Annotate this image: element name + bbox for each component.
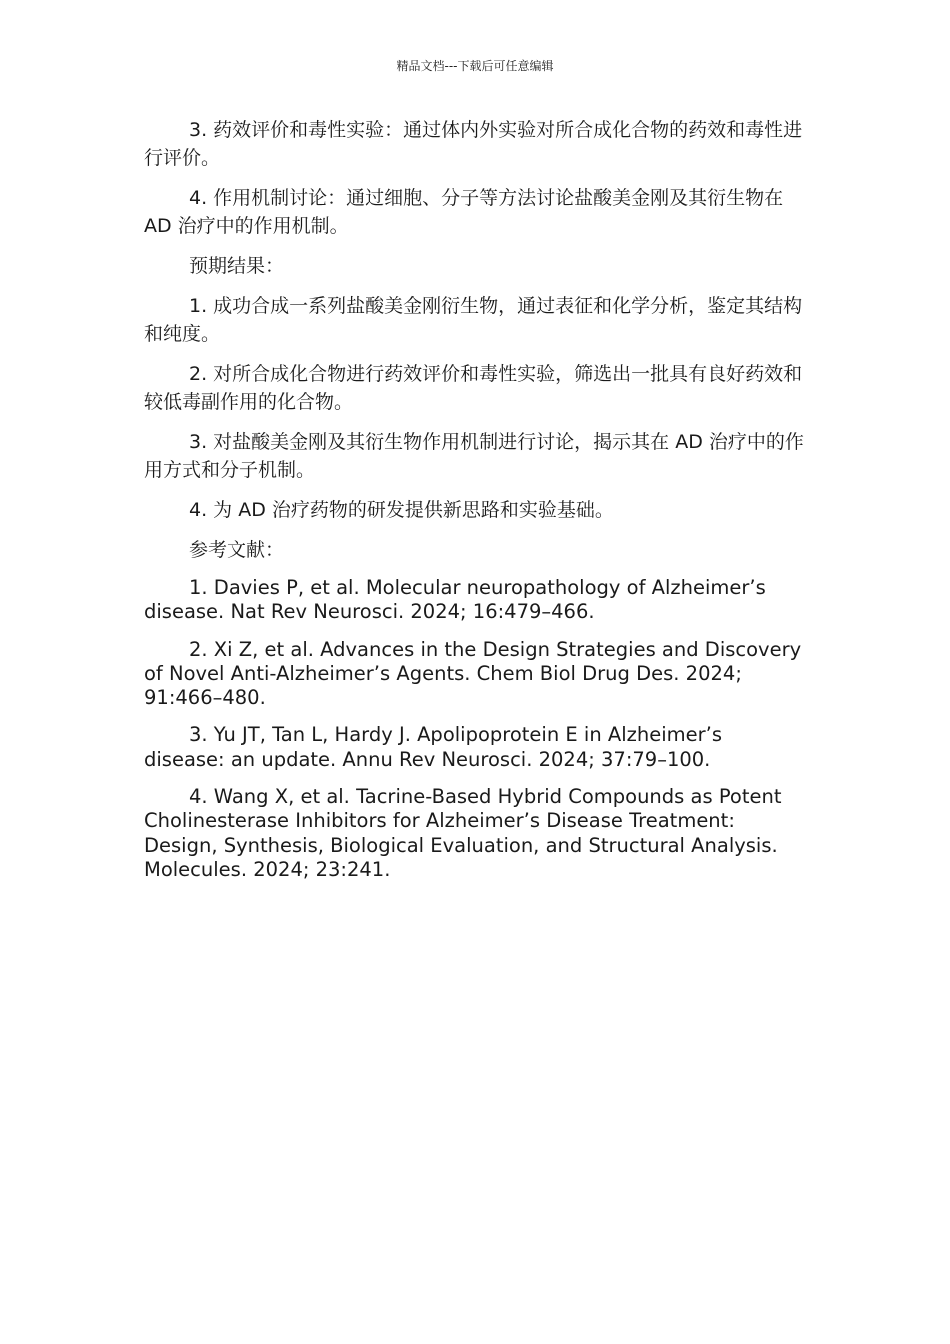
reference-item-4: 4. Wang X, et al. Tacrine-Based Hybrid Compounds as Potent Cholinesterase Inhibitors for Alzheimer’s Disease Treatment: Design, Synthesis, Biological Evaluation, and Structural Analysis. Molecules. 2024; 23:241. bbox=[144, 785, 782, 881]
expected-item-1: 1. 成功合成一系列盐酸美金刚衍生物，通过表征和化学分析，鉴定其结构和纯度。 bbox=[144, 295, 803, 345]
document-body bbox=[144, 116, 806, 895]
reference-item-1: 1. Davies P, et al. Molecular neuropathology of Alzheimer’s disease. Nat Rev Neurosci. 2024; 16:479–466. bbox=[144, 576, 766, 624]
method-item-4: 4. 作用机制讨论：通过细胞、分子等方法讨论盐酸美金刚及其衍生物在 AD 治疗中的作用机制。 bbox=[144, 187, 784, 237]
page-header: 精品文档---下载后可任意编辑 bbox=[396, 59, 554, 73]
reference-item-2: 2. Xi Z, et al. Advances in the Design Strategies and Discovery of Novel Anti-Alzheimer’s Agents. Chem Biol Drug Des. 2024; 91:466–480. bbox=[144, 637, 802, 710]
expected-item-4: 4. 为 AD 治疗药物的研发提供新思路和实验基础。 bbox=[189, 499, 614, 521]
expected-item-2: 2. 对所合成化合物进行药效评价和毒性实验，筛选出一批具有良好药效和较低毒副作用的化合物。 bbox=[144, 363, 803, 413]
expected-item-3: 3. 对盐酸美金刚及其衍生物作用机制进行讨论，揭示其在 AD 治疗中的作用方式和分子机制。 bbox=[144, 431, 804, 481]
expected-results-heading: 预期结果： bbox=[189, 255, 285, 277]
references-heading: 参考文献： bbox=[189, 539, 285, 561]
method-item-3: 3. 药效评价和毒性实验：通过体内外实验对所合成化合物的药效和毒性进行评价。 bbox=[144, 119, 803, 169]
reference-item-3: 3. Yu JT, Tan L, Hardy J. Apolipoprotein E in Alzheimer’s disease: an update. Annu Rev Neurosci. 2024; 37:79–100. bbox=[144, 723, 723, 771]
